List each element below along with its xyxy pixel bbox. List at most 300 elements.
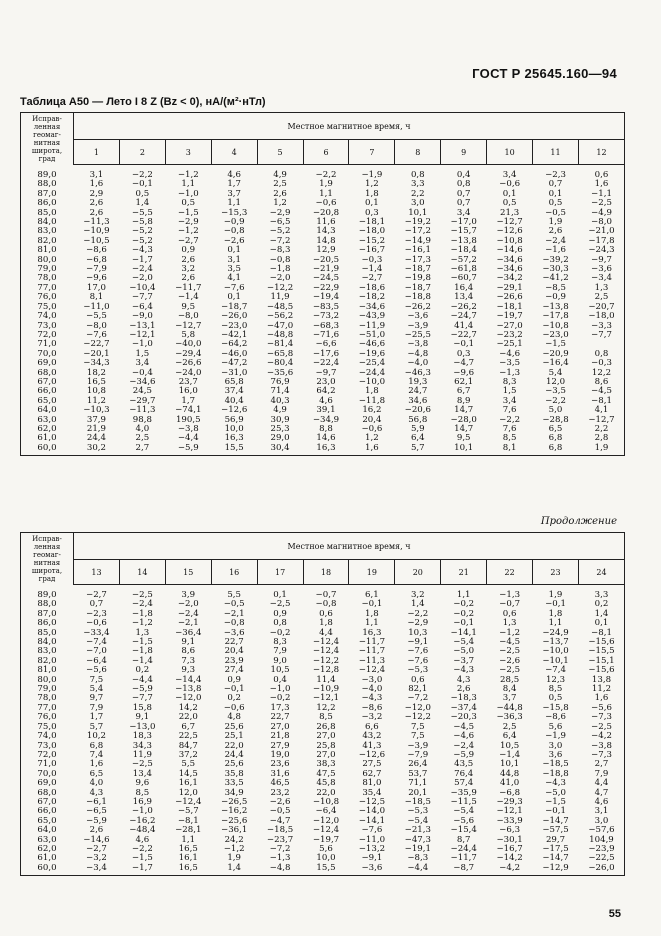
value-cell: 37,2 — [178, 749, 198, 760]
value-cell: 8,5 — [319, 712, 333, 723]
latitude-cell: 64,0 — [21, 406, 74, 415]
value-cell: −3,6 — [349, 864, 395, 876]
value-cell: −1,2 — [177, 226, 199, 237]
value-cell: −10,3 — [83, 405, 110, 416]
value-cell: −12,8 — [312, 665, 340, 676]
value-cell: 14,6 — [316, 433, 336, 444]
value-cell: −1,4 — [499, 749, 521, 760]
value-cell: −4,3 — [361, 693, 383, 704]
value-cell: −27,0 — [496, 320, 523, 331]
value-cell: −4,4 — [131, 674, 153, 685]
value-cell: −2,7 — [86, 843, 107, 854]
value-cell: −18,5 — [404, 796, 431, 807]
value-cell: 6,4 — [502, 731, 517, 742]
value-cell: 44,8 — [500, 768, 520, 779]
value-cell: −7,7 — [131, 292, 153, 303]
page-number: 55 — [608, 908, 621, 920]
value-cell: −17,6 — [312, 348, 340, 359]
value-cell: −2,4 — [131, 599, 153, 610]
value-cell: 8,4 — [502, 684, 517, 695]
value-cell: −6,4 — [86, 655, 107, 666]
latitude-cell: 82,0 — [21, 657, 74, 666]
latitude-cell: 85,0 — [21, 209, 74, 218]
value-cell: −36,4 — [175, 627, 202, 638]
value-cell: −14,2 — [496, 853, 523, 864]
value-cell: −22,5 — [578, 854, 624, 863]
latitude-cell: 81,0 — [21, 666, 74, 675]
value-cell: −15,7 — [450, 226, 477, 237]
value-cell: −7,3 — [578, 713, 624, 722]
value-cell: −7,0 — [86, 646, 107, 657]
value-cell: 10,1 — [500, 759, 520, 770]
value-cell: 16,0 — [178, 386, 198, 397]
value-cell: 5,0 — [548, 405, 563, 416]
value-cell: −1,5 — [131, 637, 153, 648]
value-cell: −7,6 — [86, 329, 107, 340]
value-cell: 7,6 — [502, 405, 517, 416]
value-cell: −28,1 — [175, 825, 202, 836]
value-cell: 25,6 — [224, 721, 244, 732]
value-cell: 38,3 — [316, 759, 336, 770]
value-cell: 2,6 — [456, 684, 471, 695]
value-cell: −12,0 — [312, 815, 340, 826]
value-cell: −11,8 — [358, 395, 386, 406]
value-cell: −19,6 — [358, 348, 386, 359]
value-cell: −15,2 — [358, 235, 386, 246]
value-cell: 14,3 — [316, 226, 336, 237]
hour-column-header: 13 — [74, 560, 120, 585]
value-cell: 16,5 — [86, 376, 107, 387]
value-cell: 0,3 — [365, 207, 379, 218]
value-cell: 3,4 — [135, 358, 150, 369]
value-cell: 10,5 — [270, 665, 290, 676]
value-cell: 11,9 — [132, 749, 152, 760]
value-cell: −18,8 — [404, 292, 431, 303]
value-cell: −8,7 — [441, 864, 487, 876]
value-cell: −19,4 — [312, 292, 340, 303]
value-cell: 0,1 — [365, 198, 379, 209]
value-cell: −16,2 — [129, 815, 156, 826]
value-cell: 56,9 — [224, 414, 244, 425]
latitude-cell: 89,0 — [21, 165, 74, 181]
value-cell: 1,4 — [211, 864, 257, 876]
value-cell: −2,9 — [177, 217, 199, 228]
value-cell: −34,9 — [312, 414, 340, 425]
value-cell: −1,4 — [177, 292, 199, 303]
value-cell: 6,7 — [181, 721, 196, 732]
value-cell: −2,5 — [578, 723, 624, 732]
value-cell: −11,0 — [83, 301, 110, 312]
value-cell: −34,6 — [358, 301, 386, 312]
value-cell: −23,0 — [221, 320, 248, 331]
value-cell: 3,4 — [502, 170, 517, 180]
value-cell: −18,7 — [404, 282, 431, 293]
value-cell: 22,7 — [224, 637, 244, 648]
value-cell: 5,5 — [227, 590, 241, 600]
value-cell: 1,4 — [410, 599, 425, 610]
value-cell: −1,4 — [131, 655, 153, 666]
value-cell: −1,9 — [545, 731, 566, 742]
value-cell: −20,7 — [578, 303, 624, 312]
value-cell: −4,3 — [131, 245, 153, 256]
value-cell: 9,0 — [273, 655, 287, 666]
value-cell: 7,5 — [410, 721, 425, 732]
value-cell: −6,6 — [315, 339, 337, 350]
value-cell: −3,6 — [578, 265, 624, 274]
value-cell: 3,9 — [181, 590, 196, 600]
value-cell: −12,6 — [496, 226, 523, 237]
value-cell: −0,9 — [223, 217, 245, 228]
value-cell: −0,9 — [545, 292, 566, 303]
value-cell: −3,0 — [361, 674, 383, 685]
value-cell: 17,3 — [270, 702, 290, 713]
value-cell: −31,0 — [221, 367, 248, 378]
value-cell: 6,5 — [89, 768, 104, 779]
value-cell: −2,3 — [86, 608, 107, 619]
value-cell: 1,2 — [273, 198, 287, 209]
latitude-cell: 62,0 — [21, 425, 74, 434]
value-cell: −35,9 — [450, 787, 477, 798]
value-cell: −4,8 — [407, 348, 429, 359]
value-cell: −2,9 — [269, 207, 291, 218]
value-cell: −35,6 — [266, 367, 294, 378]
value-cell: −16,4 — [542, 358, 569, 369]
value-cell: 16,1 — [178, 853, 198, 864]
value-cell: 7,5 — [89, 674, 104, 685]
value-cell: −5,7 — [177, 806, 199, 817]
value-cell: 25,8 — [316, 740, 336, 751]
value-cell: −10,8 — [496, 235, 523, 246]
value-cell: −18,0 — [358, 226, 386, 237]
value-cell: 12,0 — [178, 787, 198, 798]
value-cell: −25,4 — [358, 358, 386, 369]
value-cell: −18,6 — [358, 282, 386, 293]
value-cell: −12,1 — [312, 693, 340, 704]
value-cell: −0,8 — [269, 254, 291, 265]
value-cell: −15,5 — [578, 647, 624, 656]
hour-column-header: 16 — [211, 560, 257, 585]
value-cell: 1,7 — [227, 179, 241, 190]
value-cell: −1,3 — [499, 367, 521, 378]
latitude-cell: 86,0 — [21, 199, 74, 208]
value-cell: −1,9 — [361, 170, 383, 180]
latitude-cell: 69,0 — [21, 779, 74, 788]
value-cell: −20,5 — [312, 254, 340, 265]
latitude-cell: 88,0 — [21, 180, 74, 189]
value-cell: −9,6 — [86, 273, 107, 284]
value-cell: −10,5 — [83, 235, 110, 246]
value-cell: 2,6 — [89, 207, 104, 218]
hour-column-header: 20 — [395, 560, 441, 585]
value-cell: −8,5 — [545, 282, 566, 293]
value-cell: 0,6 — [319, 608, 333, 619]
value-cell: −4,2 — [487, 864, 533, 876]
value-cell: −18,4 — [450, 245, 477, 256]
value-cell: −68,3 — [312, 320, 340, 331]
value-cell: −2,1 — [223, 608, 245, 619]
value-cell: 23,6 — [270, 759, 290, 770]
value-cell: −3,2 — [361, 712, 383, 723]
value-cell: −6,4 — [315, 806, 337, 817]
value-cell: −11,9 — [358, 320, 386, 331]
value-cell: 8,1 — [487, 444, 533, 456]
value-cell: 11,4 — [316, 674, 336, 685]
value-cell: −24,5 — [312, 273, 340, 284]
value-cell: −8,6 — [545, 712, 566, 723]
latitude-cell: 86,0 — [21, 619, 74, 628]
value-cell: −2,4 — [177, 608, 199, 619]
value-cell: −46,0 — [221, 348, 248, 359]
local-time-header: Местное магнитное время, ч — [74, 533, 625, 560]
value-cell: −4,0 — [361, 684, 383, 695]
value-cell: −3,4 — [578, 274, 624, 283]
value-cell: −7,6 — [407, 655, 429, 666]
value-cell: −15,3 — [221, 207, 248, 218]
value-cell: 2,7 — [578, 760, 624, 769]
data-table-hours-13-24 — [20, 532, 625, 876]
value-cell: −4,8 — [257, 864, 303, 876]
value-cell: −12,7 — [578, 416, 624, 425]
value-cell: 1,1 — [319, 188, 333, 199]
value-cell: −18,2 — [358, 292, 386, 303]
value-cell: 3,4 — [456, 207, 471, 218]
value-cell: 1,6 — [578, 180, 624, 189]
value-cell: 5,4 — [89, 684, 104, 695]
value-cell: −74,1 — [175, 405, 202, 416]
value-cell: 9,6 — [135, 778, 150, 789]
value-cell: 8,3 — [273, 637, 287, 648]
value-cell: −46,3 — [404, 367, 431, 378]
value-cell: −0,2 — [269, 693, 291, 704]
value-cell: 2,5 — [135, 433, 150, 444]
value-cell: 43,5 — [454, 759, 474, 770]
value-cell: 1,1 — [181, 834, 196, 845]
value-cell: 4,9 — [273, 405, 287, 416]
value-cell: 1,9 — [548, 590, 563, 600]
value-cell: −33,4 — [83, 627, 110, 638]
value-cell: 22,0 — [316, 787, 336, 798]
value-cell: 10,0 — [224, 423, 244, 434]
value-cell: −34,3 — [83, 358, 110, 369]
value-cell: 22,0 — [224, 740, 244, 751]
value-cell: 2,2 — [578, 425, 624, 434]
value-cell: −8,1 — [177, 815, 199, 826]
value-cell: 2,5 — [273, 179, 287, 190]
value-cell: 24,2 — [224, 834, 244, 845]
value-cell: −46,6 — [358, 339, 386, 350]
value-cell: −0,6 — [315, 198, 337, 209]
value-cell: −12,1 — [129, 329, 156, 340]
value-cell: 76,9 — [270, 376, 290, 387]
value-cell: −1,4 — [361, 264, 383, 275]
value-cell: 20,4 — [362, 414, 382, 425]
value-cell: 11,6 — [316, 217, 336, 228]
value-cell: 5,4 — [548, 367, 563, 378]
value-cell: 13,4 — [132, 768, 152, 779]
value-cell: 4,7 — [578, 789, 624, 798]
latitude-cell: 68,0 — [21, 789, 74, 798]
value-cell: −0,5 — [223, 599, 245, 610]
latitude-cell: 65,0 — [21, 397, 74, 406]
value-cell: 1,1 — [181, 179, 196, 190]
value-cell: 14,2 — [178, 702, 198, 713]
value-cell: 1,2 — [365, 433, 379, 444]
latitude-cell: 81,0 — [21, 246, 74, 255]
value-cell: −17,8 — [578, 237, 624, 246]
value-cell: 24,4 — [224, 749, 244, 760]
value-cell: 71,1 — [408, 778, 428, 789]
value-cell: −0,5 — [545, 207, 566, 218]
value-cell: −1,1 — [578, 190, 624, 199]
value-cell: −0,6 — [86, 618, 107, 629]
value-cell: 4,3 — [89, 787, 104, 798]
value-cell: 5,6 — [319, 843, 333, 854]
value-cell: 0,1 — [502, 188, 517, 199]
value-cell: 4,0 — [135, 423, 150, 434]
value-cell: −12,7 — [496, 217, 523, 228]
latitude-cell: 67,0 — [21, 798, 74, 807]
latitude-cell: 88,0 — [21, 600, 74, 609]
hour-column-header: 17 — [257, 560, 303, 585]
value-cell: 0,8 — [578, 350, 624, 359]
latitude-cell: 79,0 — [21, 685, 74, 694]
value-cell: −17,2 — [404, 226, 431, 237]
value-cell: −3,8 — [407, 339, 429, 350]
value-cell: −8,1 — [578, 397, 624, 406]
value-cell: −3,8 — [177, 423, 199, 434]
value-cell: 7,9 — [89, 702, 104, 713]
value-cell: 71,4 — [270, 386, 290, 397]
value-cell: 35,4 — [362, 787, 382, 798]
latitude-cell: 87,0 — [21, 190, 74, 199]
latitude-cell: 72,0 — [21, 331, 74, 340]
value-cell: −60,7 — [450, 273, 477, 284]
value-cell: −24,0 — [175, 367, 202, 378]
value-cell: 4,6 — [227, 170, 241, 180]
value-cell: −12,4 — [312, 637, 340, 648]
value-cell: −14,7 — [542, 815, 569, 826]
value-cell: −8,3 — [407, 853, 429, 864]
value-cell: −6,4 — [131, 301, 153, 312]
value-cell: 0,1 — [227, 245, 241, 256]
value-cell: −11,7 — [450, 853, 477, 864]
value-cell: −11,3 — [129, 405, 156, 416]
value-cell: 0,7 — [456, 198, 471, 209]
value-cell: 8,5 — [135, 787, 150, 798]
value-cell: 3,1 — [227, 254, 241, 265]
latitude-cell: 70,0 — [21, 770, 74, 779]
value-cell: −18,5 — [542, 759, 569, 770]
value-cell: 27,4 — [224, 665, 244, 676]
value-cell: −4,7 — [453, 358, 475, 369]
value-cell: −7,2 — [407, 693, 429, 704]
value-cell: −12,4 — [312, 825, 340, 836]
latitude-cell: 60,0 — [21, 444, 74, 456]
value-cell: −18,5 — [266, 825, 294, 836]
value-cell: 1,8 — [365, 608, 379, 619]
value-cell: 21,3 — [500, 207, 520, 218]
value-cell: 10,1 — [408, 207, 428, 218]
value-cell: 1,9 — [548, 217, 563, 228]
value-cell: −4,2 — [578, 732, 624, 741]
value-cell: −13,2 — [358, 843, 386, 854]
value-cell: −1,5 — [131, 853, 153, 864]
value-cell: −2,6 — [223, 235, 245, 246]
value-cell: 0,2 — [578, 600, 624, 609]
latitude-column-header: Исправ-ленная геомаг-нитная широта, град — [21, 533, 74, 585]
value-cell: −34,6 — [496, 254, 523, 265]
value-cell: 81,0 — [362, 778, 382, 789]
value-cell: 7,5 — [410, 731, 425, 742]
value-cell: −7,6 — [361, 825, 383, 836]
value-cell: −16,7 — [496, 843, 523, 854]
value-cell: 12,9 — [316, 245, 336, 256]
value-cell: −8,1 — [578, 629, 624, 638]
value-cell: 27,0 — [316, 731, 336, 742]
value-cell: −18,7 — [221, 301, 248, 312]
value-cell: 10,2 — [86, 731, 107, 742]
latitude-cell: 80,0 — [21, 256, 74, 265]
value-cell: −5,6 — [86, 665, 107, 676]
hour-column-header: 3 — [165, 140, 211, 165]
value-cell: 14,5 — [178, 768, 198, 779]
value-cell: −0,1 — [223, 684, 245, 695]
value-cell: −24,3 — [578, 246, 624, 255]
value-cell: −9,1 — [407, 637, 429, 648]
hour-header-row — [21, 560, 625, 585]
value-cell: 8,1 — [89, 292, 104, 303]
value-cell: 0,8 — [273, 618, 287, 629]
value-cell: −10,8 — [312, 796, 340, 807]
value-cell: −48,8 — [266, 329, 294, 340]
value-cell: −71,6 — [312, 329, 340, 340]
value-cell: −2,6 — [269, 796, 291, 807]
value-cell: −5,2 — [131, 226, 153, 237]
value-cell: 33,5 — [224, 778, 244, 789]
value-cell: 37,9 — [86, 414, 107, 425]
value-cell: 5,6 — [548, 721, 563, 732]
value-cell: −3,6 — [407, 311, 429, 322]
value-cell: −2,4 — [131, 264, 153, 275]
latitude-cell: 73,0 — [21, 742, 74, 751]
value-cell: −20,1 — [83, 348, 110, 359]
latitude-cell: 71,0 — [21, 340, 74, 349]
value-cell: −15,4 — [450, 825, 477, 836]
value-cell: −8,3 — [269, 245, 291, 256]
value-cell: −14,4 — [175, 674, 202, 685]
value-cell: −0,6 — [361, 423, 383, 434]
latitude-cell: 61,0 — [21, 854, 74, 863]
value-cell: −42,1 — [221, 329, 248, 340]
value-cell: −80,4 — [266, 358, 294, 369]
value-cell: −30,3 — [542, 264, 569, 275]
value-cell: 16,4 — [454, 282, 474, 293]
value-cell: −26,6 — [496, 292, 523, 303]
value-cell: 3,2 — [181, 264, 196, 275]
hour-header-row — [21, 140, 625, 165]
value-cell: −0,1 — [545, 806, 566, 817]
table-row — [21, 165, 625, 181]
value-cell: 6,8 — [533, 444, 579, 456]
value-cell: −14,1 — [450, 627, 477, 638]
latitude-cell: 80,0 — [21, 676, 74, 685]
value-cell: 4,1 — [227, 273, 241, 284]
value-cell: 1,7 — [89, 712, 104, 723]
value-cell: −1,8 — [269, 264, 291, 275]
value-cell: 16,3 — [224, 433, 244, 444]
value-cell: 1,5 — [135, 348, 150, 359]
value-cell: −12,0 — [175, 693, 202, 704]
